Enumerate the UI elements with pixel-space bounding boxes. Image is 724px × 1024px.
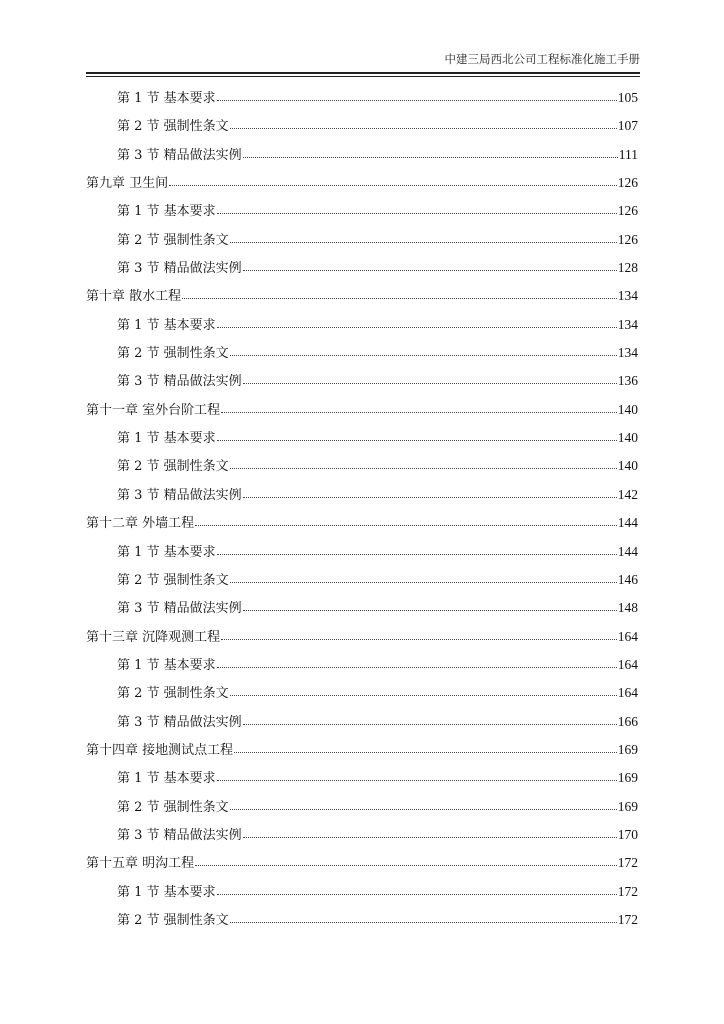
dot-leader xyxy=(217,550,617,555)
toc-page-number: 172 xyxy=(617,855,638,871)
toc-page-number: 105 xyxy=(617,90,638,105)
toc-entry-title: 第 3 节 精品做法实例 xyxy=(117,714,242,730)
dot-leader xyxy=(217,96,617,101)
toc-page-number: 134 xyxy=(617,288,638,304)
toc-entry-title: 第 3 节 精品做法实例 xyxy=(117,147,242,163)
toc-page-number: 107 xyxy=(617,118,638,134)
dot-leader xyxy=(230,805,617,810)
toc-entry-title: 第十五章 明沟工程 xyxy=(86,856,195,872)
toc-entry-title: 第十三章 沉降观测工程 xyxy=(86,629,221,645)
toc-chapter-entry[interactable] xyxy=(86,623,638,651)
toc-page-number: 164 xyxy=(617,656,638,672)
toc-section-entry[interactable] xyxy=(86,679,638,707)
toc-entry-title: 第 2 节 强制性条文 xyxy=(117,686,229,702)
toc-page-number: 140 xyxy=(617,430,638,446)
dot-leader xyxy=(243,493,617,498)
dot-leader xyxy=(217,209,617,214)
toc-section-entry[interactable] xyxy=(86,793,638,821)
dot-leader xyxy=(243,606,617,611)
toc-section-entry[interactable] xyxy=(86,878,638,906)
toc-entry-title: 第十章 散水工程 xyxy=(86,289,182,305)
toc-entry-title: 第 2 节 强制性条文 xyxy=(117,572,229,588)
toc-page-number: 164 xyxy=(617,685,638,701)
toc-section-entry[interactable] xyxy=(86,424,638,452)
toc-entry-title: 第 1 节 基本要求 xyxy=(117,544,216,560)
dot-leader xyxy=(169,181,617,186)
dot-leader xyxy=(243,720,617,725)
toc-section-entry[interactable] xyxy=(86,906,638,934)
toc-entry-title: 第 2 节 强制性条文 xyxy=(117,799,229,815)
header-rule-thin xyxy=(86,76,640,77)
toc-section-entry[interactable] xyxy=(86,651,638,679)
toc-entry-title: 第 2 节 强制性条文 xyxy=(117,232,229,248)
toc-page-number: 169 xyxy=(617,798,638,814)
toc-section-entry[interactable] xyxy=(86,367,638,395)
toc-entry-title: 第 1 节 基本要求 xyxy=(117,91,216,106)
toc-entry-title: 第九章 卫生间 xyxy=(86,176,169,192)
dot-leader xyxy=(230,351,617,356)
toc-entry-title: 第 1 节 基本要求 xyxy=(117,431,216,447)
toc-entry-title: 第 1 节 基本要求 xyxy=(117,884,216,900)
dot-leader xyxy=(230,124,617,129)
toc-page-number: 128 xyxy=(617,260,638,276)
dot-leader xyxy=(221,635,617,640)
dot-leader xyxy=(243,379,617,384)
toc-page-number: 166 xyxy=(617,713,638,729)
toc-page-number: 134 xyxy=(617,345,638,361)
toc-section-entry[interactable] xyxy=(86,254,638,282)
toc-entry-title: 第 1 节 基本要求 xyxy=(117,657,216,673)
toc-section-entry[interactable] xyxy=(86,112,638,140)
dot-leader xyxy=(217,890,617,895)
dot-leader xyxy=(230,691,617,696)
toc-page-number: 172 xyxy=(617,911,638,927)
dot-leader xyxy=(230,464,617,469)
toc-section-entry[interactable] xyxy=(86,84,638,112)
dot-leader xyxy=(234,748,617,753)
toc-page-number: 144 xyxy=(617,543,638,559)
dot-leader xyxy=(230,918,617,923)
dot-leader xyxy=(195,861,617,866)
dot-leader xyxy=(230,578,617,583)
dot-leader xyxy=(243,153,618,158)
running-header: 中建三局西北公司工程标准化施工手册 xyxy=(444,52,640,66)
toc-section-entry[interactable] xyxy=(86,339,638,367)
toc-entry-title: 第十二章 外墙工程 xyxy=(86,516,195,532)
toc-section-entry[interactable] xyxy=(86,311,638,339)
toc-page-number: 126 xyxy=(617,175,638,191)
toc-chapter-entry[interactable] xyxy=(86,396,638,424)
dot-leader xyxy=(217,776,617,781)
toc-entry-title: 第十四章 接地测试点工程 xyxy=(86,742,234,758)
toc-page-number: 146 xyxy=(617,571,638,587)
toc-section-entry[interactable] xyxy=(86,764,638,792)
dot-leader xyxy=(195,521,617,526)
toc-entry-title: 第 1 节 基本要求 xyxy=(117,204,216,220)
toc-entry-title: 第 2 节 强制性条文 xyxy=(117,119,229,135)
toc-section-entry[interactable] xyxy=(86,481,638,509)
dot-leader xyxy=(243,833,617,838)
toc-entry-title: 第 2 节 强制性条文 xyxy=(117,459,229,475)
toc-chapter-entry[interactable] xyxy=(86,736,638,764)
toc-chapter-entry[interactable] xyxy=(86,282,638,310)
toc-entry-title: 第 3 节 精品做法实例 xyxy=(117,827,242,843)
toc-section-entry[interactable] xyxy=(86,821,638,849)
toc-entry-title: 第 3 节 精品做法实例 xyxy=(117,374,242,390)
toc-entry-title: 第 2 节 强制性条文 xyxy=(117,346,229,362)
toc-entry-title: 第十一章 室外台阶工程 xyxy=(86,402,221,418)
toc-section-entry[interactable] xyxy=(86,197,638,225)
toc-page-number: 134 xyxy=(617,316,638,332)
toc-page-number: 169 xyxy=(617,741,638,757)
toc-page-number: 126 xyxy=(617,231,638,247)
toc-entry-title: 第 3 节 精品做法实例 xyxy=(117,261,242,277)
toc-chapter-entry[interactable] xyxy=(86,509,638,537)
dot-leader xyxy=(230,238,617,243)
header-rule-thick xyxy=(86,72,640,74)
toc-section-entry[interactable] xyxy=(86,708,638,736)
dot-leader xyxy=(217,436,617,441)
toc-page-number: 142 xyxy=(617,486,638,502)
toc-section-entry[interactable] xyxy=(86,566,638,594)
toc-page-number: 169 xyxy=(617,770,638,786)
toc-page-number: 172 xyxy=(617,883,638,899)
toc-section-entry[interactable] xyxy=(86,452,638,480)
toc-page-number: 126 xyxy=(617,203,638,219)
toc-page-number: 144 xyxy=(617,515,638,531)
table-of-contents xyxy=(86,84,638,934)
toc-section-entry[interactable] xyxy=(86,594,638,622)
toc-section-entry[interactable] xyxy=(86,226,638,254)
toc-entry-title: 第 2 节 强制性条文 xyxy=(117,912,229,928)
toc-section-entry[interactable] xyxy=(86,141,638,169)
toc-page-number: 164 xyxy=(617,628,638,644)
toc-entry-title: 第 1 节 基本要求 xyxy=(117,317,216,333)
toc-page-number: 140 xyxy=(617,401,638,417)
dot-leader xyxy=(217,663,617,668)
toc-chapter-entry[interactable] xyxy=(86,849,638,877)
toc-section-entry[interactable] xyxy=(86,538,638,566)
toc-entry-title: 第 1 节 基本要求 xyxy=(117,771,216,787)
dot-leader xyxy=(243,266,617,271)
dot-leader xyxy=(182,294,617,299)
dot-leader xyxy=(217,323,617,328)
toc-chapter-entry[interactable] xyxy=(86,169,638,197)
toc-entry-title: 第 3 节 精品做法实例 xyxy=(117,601,242,617)
toc-page-number: 148 xyxy=(617,600,638,616)
toc-page-number: 111 xyxy=(618,146,638,162)
toc-page-number: 136 xyxy=(617,373,638,389)
toc-page-number: 170 xyxy=(617,826,638,842)
toc-page-number: 140 xyxy=(617,458,638,474)
toc-entry-title: 第 3 节 精品做法实例 xyxy=(117,487,242,503)
dot-leader xyxy=(221,408,617,413)
